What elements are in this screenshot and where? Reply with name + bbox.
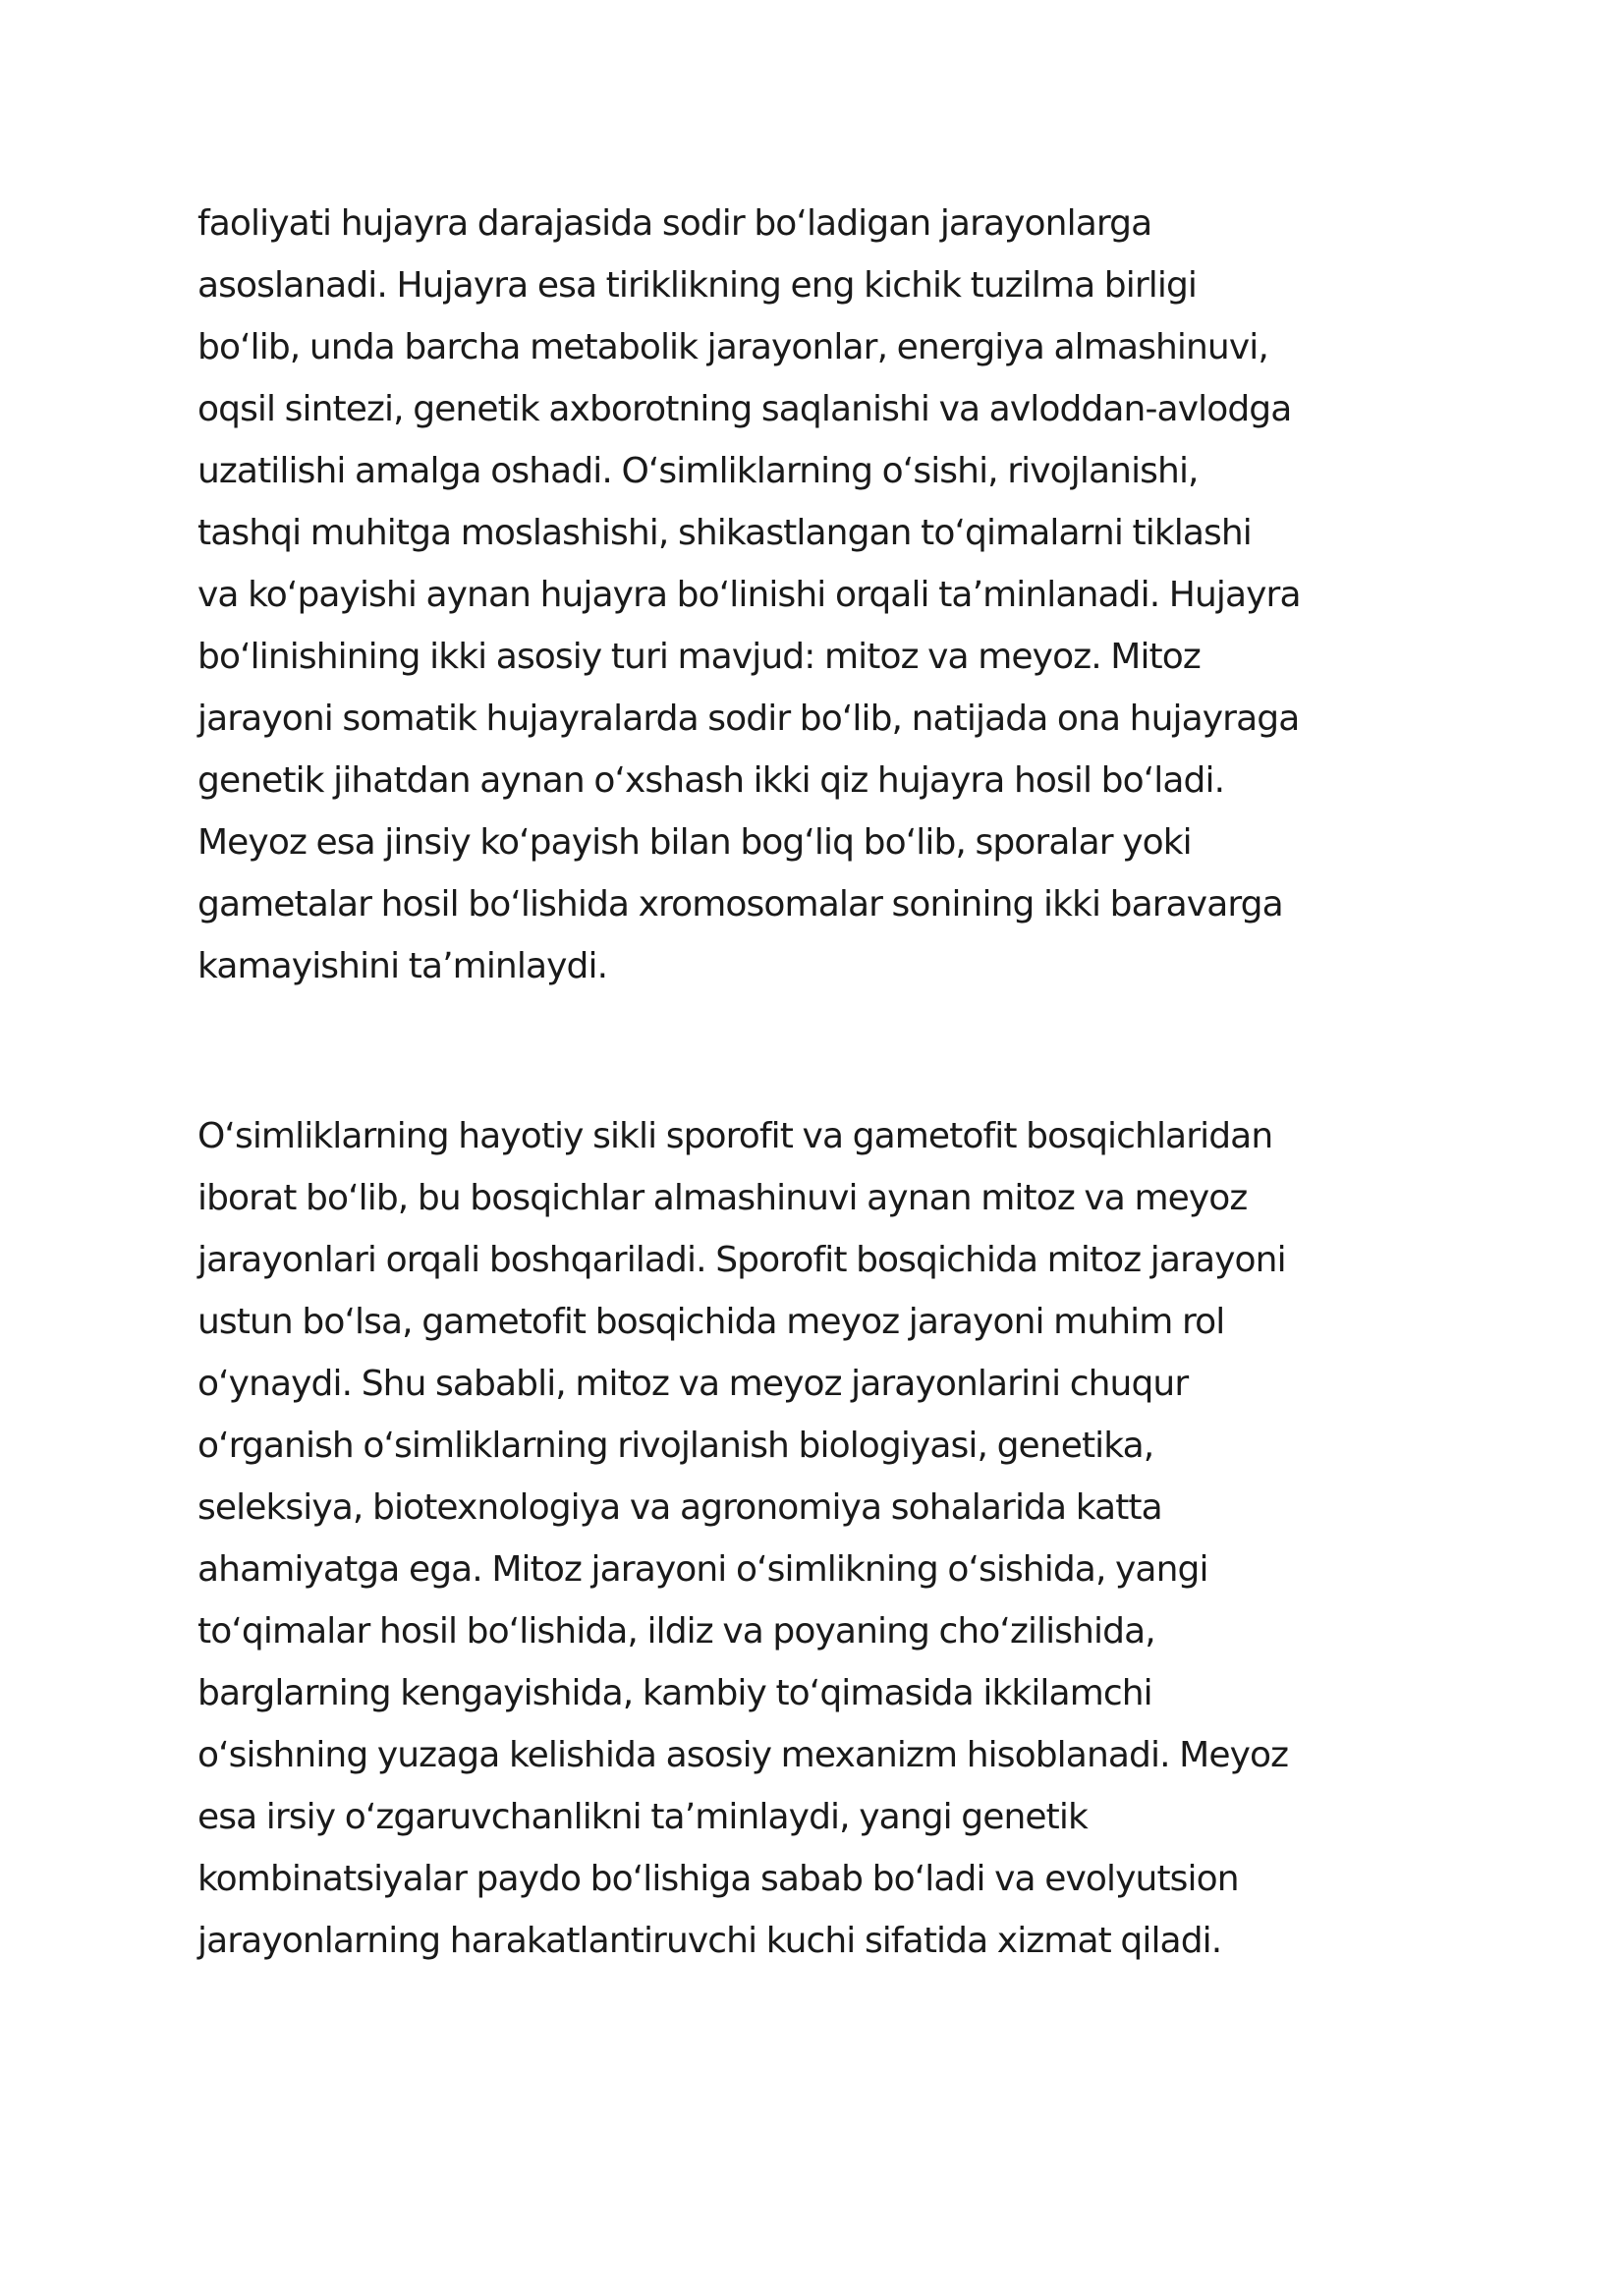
paragraph [197,193,1465,997]
paragraph-line: oʻynaydi. Shu sababli, mitoz va meyoz jarayonlarini chuqur [197,1364,1189,1404]
paragraph-line: toʻqimalar hosil boʻlishida, ildiz va poyaning choʻzilishida, [197,1611,1155,1652]
paragraph-line: oqsil sintezi, genetik axborotning saqlanishi va avloddan-avlodga [197,389,1292,429]
paragraph-line: ustun boʻlsa, gametofit bosqichida meyoz jarayoni muhim rol [197,1302,1225,1342]
paragraph-line: boʻlinishining ikki asosiy turi mavjud: mitoz va meyoz. Mitoz [197,637,1201,677]
paragraph-line: oʻrganish oʻsimliklarning rivojlanish biologiyasi, genetika, [197,1426,1154,1466]
paragraph-line: tashqi muhitga moslashishi, shikastlangan toʻqimalarni tiklashi [197,513,1252,553]
paragraph-line: genetik jihatdan aynan oʻxshash ikki qiz hujayra hosil boʻladi. [197,760,1225,801]
paragraph-line: ahamiyatga ega. Mitoz jarayoni oʻsimlikning oʻsishida, yangi [197,1549,1208,1590]
paragraph-line: seleksiya, biotexnologiya va agronomiya sohalarida katta [197,1487,1162,1528]
paragraph-line: kombinatsiyalar paydo boʻlishiga sabab boʻladi va evolyutsion [197,1859,1239,1899]
paragraph-line: jarayonlari orqali boshqariladi. Sporofit bosqichida mitoz jarayoni [197,1240,1286,1280]
paragraph-line: kamayishini taʼminlaydi. [197,946,608,986]
paragraph-line: asoslanadi. Hujayra esa tiriklikning eng kichik tuzilma birligi [197,265,1198,306]
paragraph-line: barglarning kengayishida, kambiy toʻqimasida ikkilamchi [197,1673,1152,1713]
paragraph-line: iborat boʻlib, bu bosqichlar almashinuvi aynan mitoz va meyoz [197,1178,1248,1218]
paragraph-line: boʻlib, unda barcha metabolik jarayonlar, energiya almashinuvi, [197,327,1268,367]
paragraph-line: uzatilishi amalga oshadi. Oʻsimliklarning oʻsishi, rivojlanishi, [197,451,1199,491]
paragraph-line: gametalar hosil boʻlishida xromosomalar sonining ikki baravarga [197,884,1283,924]
paragraph-line: esa irsiy oʻzgaruvchanlikni taʼminlaydi, yangi genetik [197,1797,1088,1837]
paragraph-line: jarayoni somatik hujayralarda sodir boʻlib, natijada ona hujayraga [197,699,1300,739]
paragraph-line: va koʻpayishi aynan hujayra boʻlinishi orqali taʼminlanadi. Hujayra [197,575,1301,615]
paragraph-line: jarayonlarning harakatlantiruvchi kuchi sifatida xizmat qiladi. [197,1921,1222,1961]
paragraph-line: Meyoz esa jinsiy koʻpayish bilan bogʻliq boʻlib, sporalar yoki [197,822,1192,863]
paragraph-line: oʻsishning yuzaga kelishida asosiy mexanizm hisoblanadi. Meyoz [197,1735,1289,1775]
paragraph [197,1105,1465,1972]
paragraph-line: Oʻsimliklarning hayotiy sikli sporofit va gametofit bosqichlaridan [197,1116,1273,1156]
paragraph-line: faoliyati hujayra darajasida sodir boʻladigan jarayonlarga [197,203,1152,244]
